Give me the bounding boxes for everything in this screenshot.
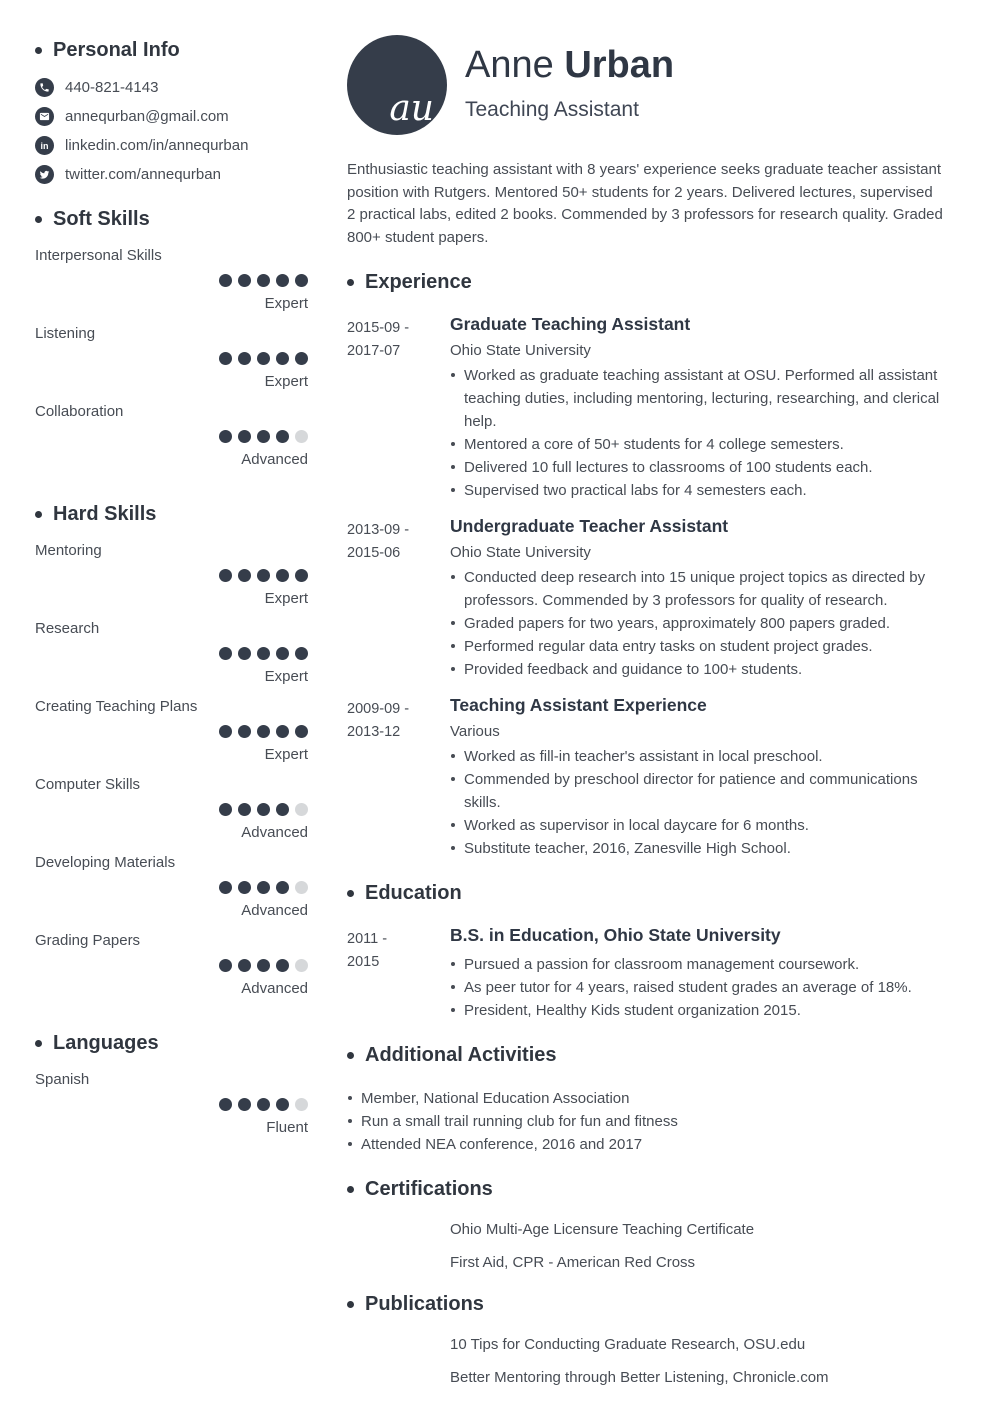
contact-row-email [35, 107, 308, 126]
section-bullet-icon [35, 511, 42, 518]
soft-skills-list [35, 247, 308, 468]
skill-rating-dots [35, 881, 308, 894]
skill-entry [35, 403, 308, 468]
hard-skills-list [35, 542, 308, 997]
entry-dates [347, 314, 450, 502]
skill-dot [295, 1098, 308, 1111]
skill-level-label: Advanced [241, 980, 308, 997]
soft-skills-heading [35, 208, 308, 231]
date-start: 2015-09 - [347, 320, 410, 336]
entry-dates [347, 925, 450, 1022]
skill-dot [257, 430, 270, 443]
skill-dot [257, 725, 270, 738]
section-title: Experience [365, 271, 472, 293]
bullet-item: Substitute teacher, 2016, Zanesville High School. [450, 837, 955, 860]
skill-dot [276, 881, 289, 894]
twitter-icon [35, 165, 54, 184]
bullet-item: Mentored a core of 50+ students for 4 college semesters. [450, 433, 955, 456]
resume-header [347, 35, 955, 135]
contact-list [35, 78, 308, 184]
bullet-item: President, Healthy Kids student organization 2015. [450, 999, 955, 1022]
entry-company: Ohio State University [450, 342, 591, 359]
skill-dot [295, 881, 308, 894]
skill-dot [276, 647, 289, 660]
entry-bullet-list [450, 745, 955, 860]
bullet-item: Member, National Education Association [347, 1087, 955, 1110]
section-bullet-icon [35, 47, 42, 54]
skill-dot [276, 430, 289, 443]
date-start: 2013-09 - [347, 522, 410, 538]
skill-dot [295, 352, 308, 365]
skill-dot [219, 274, 232, 287]
person-job-title: Teaching Assistant [465, 97, 639, 121]
certification-item: First Aid, CPR - American Red Cross [450, 1254, 696, 1271]
skill-dot [295, 569, 308, 582]
skill-dot [276, 803, 289, 816]
skill-dot [219, 647, 232, 660]
entry-bullet-list [450, 953, 955, 1022]
bullet-item: Provided feedback and guidance to 100+ students. [450, 658, 955, 681]
entry-title: Teaching Assistant Experience [450, 695, 707, 715]
bullet-item: Supervised two practical labs for 4 semesters each. [450, 479, 955, 502]
skill-name: Spanish [35, 1071, 90, 1088]
skill-dot [238, 803, 251, 816]
skill-level-label: Expert [264, 668, 308, 685]
personal-info-heading [35, 39, 308, 62]
experience-entry [347, 516, 955, 681]
skill-dot [257, 647, 270, 660]
additional-activities-list [347, 1087, 955, 1156]
skill-name: Computer Skills [35, 776, 141, 793]
skill-dot [276, 569, 289, 582]
skill-dot [276, 1098, 289, 1111]
skill-entry [35, 698, 308, 763]
skill-rating-dots [35, 1098, 308, 1111]
bullet-item: Commended by preschool director for patience and communications skills. [450, 768, 955, 814]
entry-body [450, 925, 955, 1022]
avatar-initials: au [389, 88, 434, 129]
skill-dot [238, 881, 251, 894]
skill-level-label: Advanced [241, 451, 308, 468]
skill-level-label: Advanced [241, 902, 308, 919]
section-bullet-icon [347, 1052, 354, 1059]
bullet-item: Graded papers for two years, approximately 800 papers graded. [450, 612, 955, 635]
skill-dot [257, 274, 270, 287]
bullet-item: Worked as supervisor in local daycare for 6 months. [450, 814, 955, 837]
entry-body [450, 516, 955, 681]
skill-rating-dots [35, 430, 308, 443]
languages-list [35, 1071, 308, 1136]
certifications-heading [347, 1178, 955, 1201]
bullet-item: Delivered 10 full lectures to classrooms of 100 students each. [450, 456, 955, 479]
skill-dot [238, 430, 251, 443]
bullet-item: As peer tutor for 4 years, raised student grades an average of 18%. [450, 976, 955, 999]
skill-dot [219, 569, 232, 582]
email-icon [35, 107, 54, 126]
experience-list [347, 314, 955, 860]
skill-dot [257, 803, 270, 816]
skill-name: Research [35, 620, 100, 637]
skill-level-label: Expert [264, 746, 308, 763]
email-address: annequrban@gmail.com [65, 108, 229, 125]
skill-entry [35, 932, 308, 997]
skill-dot [238, 1098, 251, 1111]
skill-rating-dots [35, 647, 308, 660]
date-end: 2015 [347, 954, 380, 970]
skill-name: Listening [35, 325, 96, 342]
section-bullet-icon [347, 1186, 354, 1193]
skill-dot [276, 725, 289, 738]
skill-dot [295, 803, 308, 816]
entry-bullet-list [450, 566, 955, 681]
skill-dot [238, 725, 251, 738]
entry-dates [347, 516, 450, 681]
section-bullet-icon [347, 890, 354, 897]
skill-name: Creating Teaching Plans [35, 698, 198, 715]
entry-company: Ohio State University [450, 544, 591, 561]
section-title: Hard Skills [53, 503, 157, 525]
sidebar [35, 39, 308, 1149]
section-title: Soft Skills [53, 208, 150, 230]
skill-dot [295, 430, 308, 443]
main-column [347, 35, 955, 1402]
skill-rating-dots [35, 959, 308, 972]
skill-rating-dots [35, 725, 308, 738]
section-bullet-icon [347, 279, 354, 286]
bullet-item: Worked as graduate teaching assistant at OSU. Performed all assistant teaching duties, including mentoring, lecturing, researching, and clerical help. [450, 364, 955, 433]
experience-heading [347, 271, 955, 294]
name-block [465, 35, 674, 135]
entry-dates [347, 695, 450, 860]
bullet-item: Performed regular data entry tasks on student project grades. [450, 635, 955, 658]
skill-dot [257, 1098, 270, 1111]
skill-dot [257, 352, 270, 365]
skill-entry [35, 247, 308, 312]
skill-rating-dots [35, 352, 308, 365]
skill-dot [295, 959, 308, 972]
skill-level-label: Advanced [241, 824, 308, 841]
section-title: Personal Info [53, 39, 180, 61]
section-bullet-icon [347, 1301, 354, 1308]
date-end: 2017-07 [347, 343, 401, 359]
date-start: 2009-09 - [347, 701, 410, 717]
bullet-item: Run a small trail running club for fun and fitness [347, 1110, 955, 1133]
publications-heading [347, 1293, 955, 1316]
linkedin-icon: in [35, 136, 54, 155]
contact-row-linkedin [35, 136, 308, 155]
linkedin-url: linkedin.com/in/annequrban [65, 137, 249, 154]
education-entry [347, 925, 955, 1022]
avatar [347, 35, 447, 135]
entry-body [450, 314, 955, 502]
entry-title: Undergraduate Teacher Assistant [450, 516, 729, 536]
skill-dot [219, 803, 232, 816]
skill-name: Mentoring [35, 542, 102, 559]
skill-rating-dots [35, 569, 308, 582]
skill-level-label: Expert [264, 295, 308, 312]
skill-dot [257, 569, 270, 582]
skill-dot [238, 352, 251, 365]
skill-dot [219, 1098, 232, 1111]
date-end: 2013-12 [347, 724, 401, 740]
bullet-item: Pursued a passion for classroom management coursework. [450, 953, 955, 976]
skill-level-label: Fluent [266, 1119, 308, 1136]
skill-dot [295, 274, 308, 287]
skill-dot [276, 352, 289, 365]
section-title: Publications [365, 1293, 484, 1315]
contact-row-twitter [35, 165, 308, 184]
certification-item: Ohio Multi-Age Licensure Teaching Certificate [450, 1221, 755, 1238]
last-name: Urban [564, 44, 675, 86]
skill-dot [276, 274, 289, 287]
skill-level-label: Expert [264, 590, 308, 607]
bullet-item: Attended NEA conference, 2016 and 2017 [347, 1133, 955, 1156]
phone-number: 440-821-4143 [65, 79, 159, 96]
skill-dot [238, 569, 251, 582]
skill-rating-dots [35, 274, 308, 287]
publication-item: Better Mentoring through Better Listening, Chronicle.com [450, 1369, 829, 1386]
section-bullet-icon [35, 216, 42, 223]
entry-title: Graduate Teaching Assistant [450, 314, 691, 334]
date-start: 2011 - [347, 931, 388, 947]
experience-entry [347, 314, 955, 502]
skill-level-label: Expert [264, 373, 308, 390]
skill-dot [257, 881, 270, 894]
entry-bullet-list [450, 364, 955, 502]
skill-entry [35, 776, 308, 841]
summary-paragraph: Enthusiastic teaching assistant with 8 years' experience seeks graduate teacher assistant position with Rutgers. Mentored 50+ students for 2 years. Delivered lectures, supervised 2 practical labs, edited 2 books. Commended by 3 professors for research quality. Graded 800+ student papers. [347, 161, 943, 246]
section-title: Languages [53, 1032, 159, 1054]
skill-dot [238, 274, 251, 287]
date-end: 2015-06 [347, 545, 401, 561]
contact-row-phone [35, 78, 308, 97]
skill-dot [276, 959, 289, 972]
person-name [465, 45, 674, 87]
entry-title: B.S. in Education, Ohio State University [450, 925, 781, 945]
skill-name: Developing Materials [35, 854, 176, 871]
bullet-item: Worked as fill-in teacher's assistant in local preschool. [450, 745, 955, 768]
skill-name: Collaboration [35, 403, 124, 420]
skill-dot [257, 959, 270, 972]
skill-dot [219, 430, 232, 443]
publication-item: 10 Tips for Conducting Graduate Research, OSU.edu [450, 1336, 806, 1353]
hard-skills-heading [35, 503, 308, 526]
skill-dot [295, 725, 308, 738]
entry-body [450, 695, 955, 860]
certifications-list [450, 1221, 955, 1271]
skill-entry [35, 620, 308, 685]
entry-company: Various [450, 723, 500, 740]
skill-dot [219, 881, 232, 894]
section-bullet-icon [35, 1040, 42, 1047]
skill-dot [219, 725, 232, 738]
publications-list [450, 1336, 955, 1386]
twitter-url: twitter.com/annequrban [65, 166, 221, 183]
skill-entry [35, 854, 308, 919]
first-name: Anne [465, 44, 554, 86]
skill-dot [238, 959, 251, 972]
skill-rating-dots [35, 803, 308, 816]
section-title: Education [365, 882, 462, 904]
additional-activities-heading [347, 1044, 955, 1067]
experience-entry [347, 695, 955, 860]
section-title: Certifications [365, 1178, 493, 1200]
skill-dot [219, 352, 232, 365]
skill-entry [35, 325, 308, 390]
phone-icon [35, 78, 54, 97]
bullet-item: Conducted deep research into 15 unique project topics as directed by professors. Commended by 3 professors for quality of research. [450, 566, 955, 612]
skill-entry [35, 542, 308, 607]
skill-dot [295, 647, 308, 660]
skill-entry [35, 1071, 308, 1136]
skill-name: Grading Papers [35, 932, 141, 949]
education-heading [347, 882, 955, 905]
skill-name: Interpersonal Skills [35, 247, 162, 264]
languages-heading [35, 1032, 308, 1055]
skill-dot [238, 647, 251, 660]
skill-dot [219, 959, 232, 972]
section-title: Additional Activities [365, 1044, 557, 1066]
